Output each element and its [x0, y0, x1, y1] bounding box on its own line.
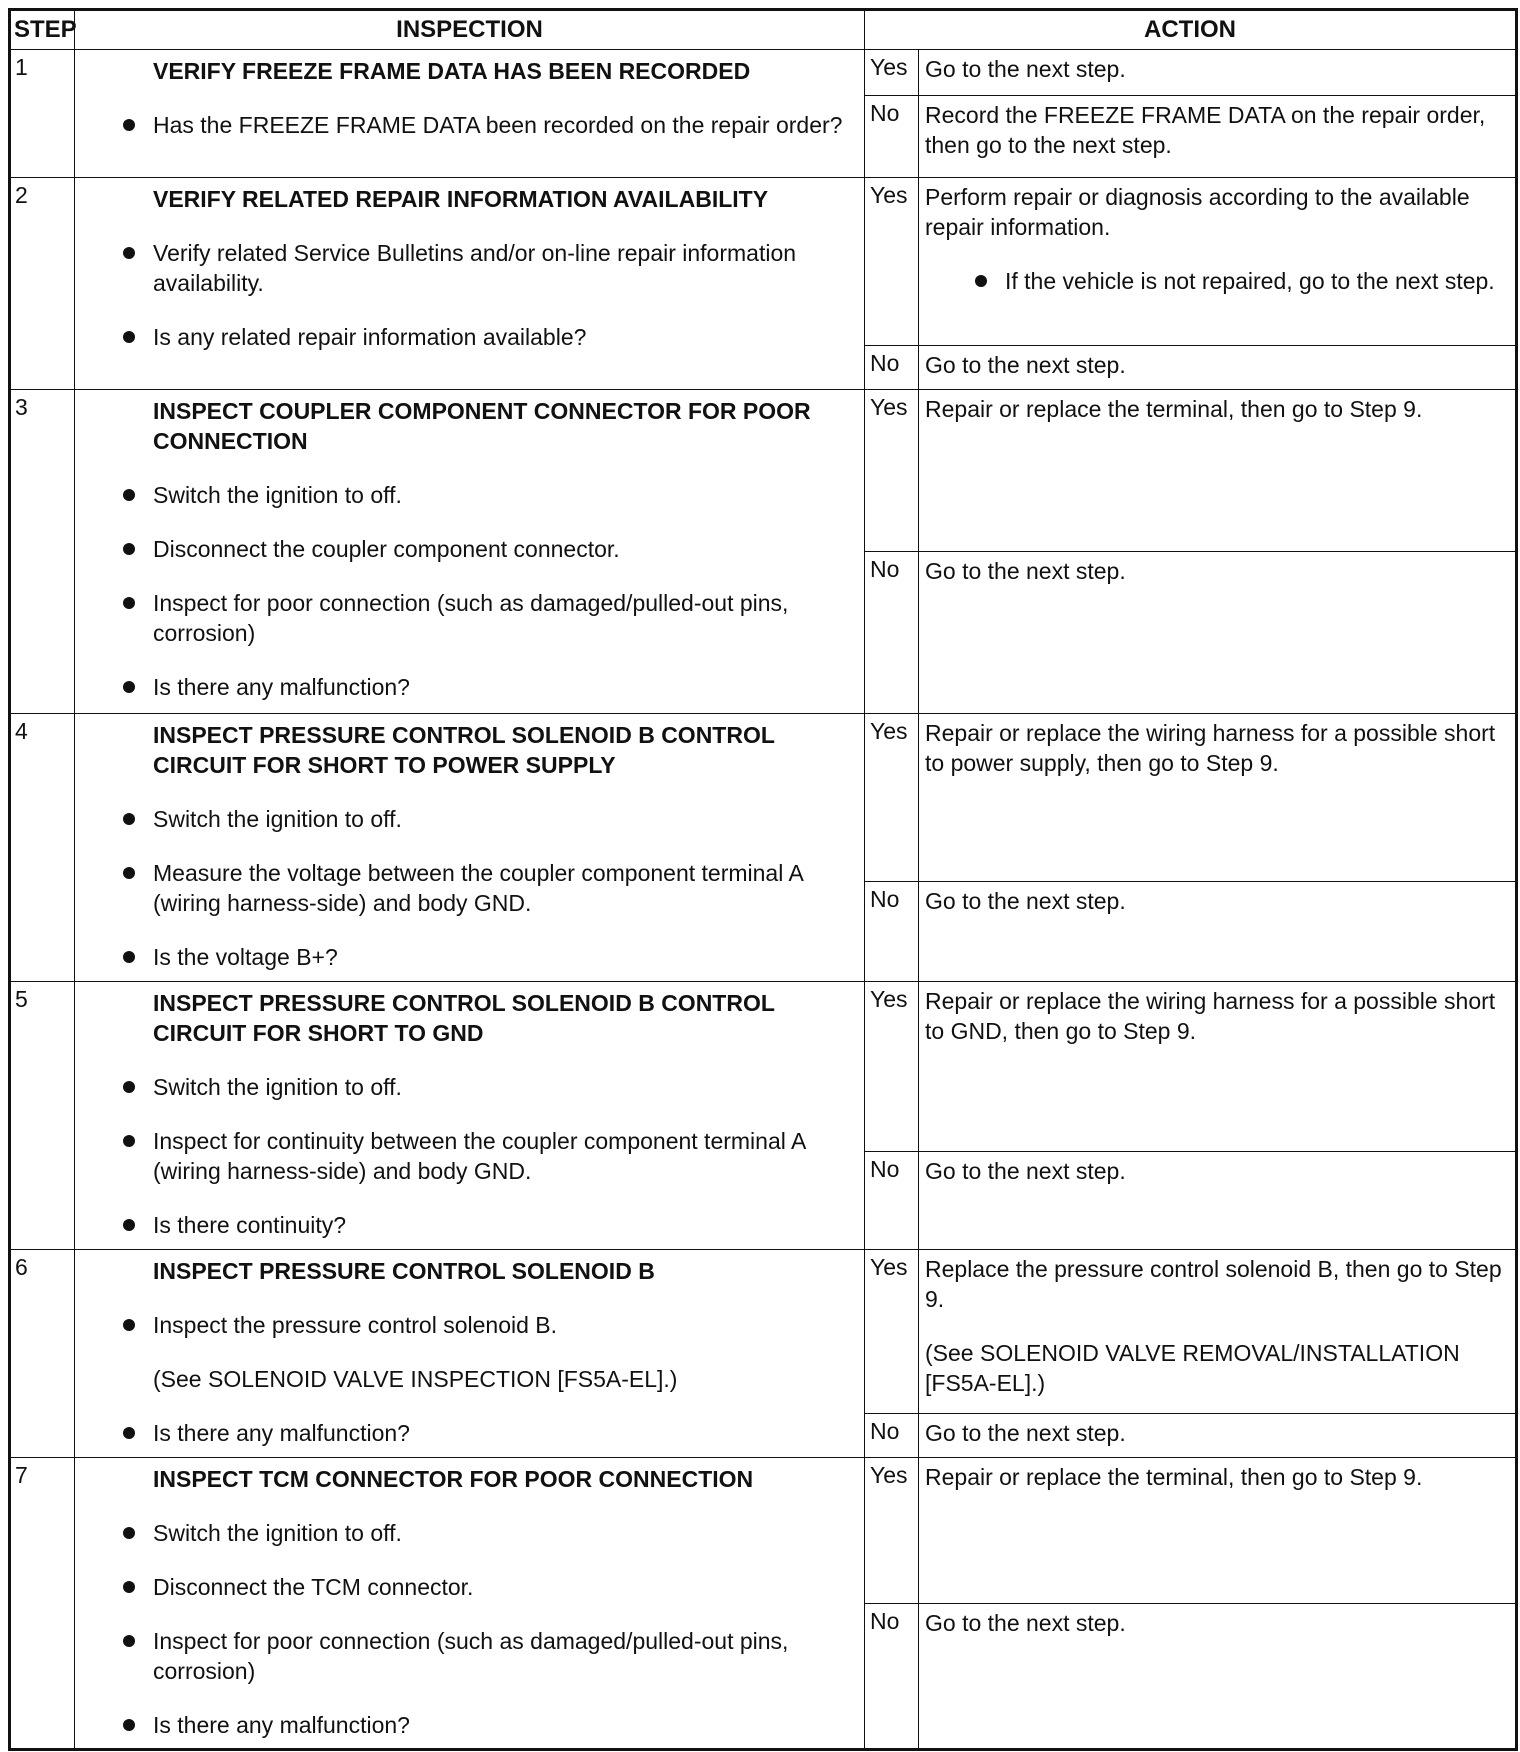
no-action-text: Go to the next step.	[925, 1158, 1126, 1184]
inspection-note: (See SOLENOID VALVE INSPECTION [FS5A-EL].)	[153, 1366, 678, 1392]
no-label: No	[865, 552, 919, 714]
no-action	[919, 1604, 1517, 1750]
inspection-bullet: Inspect for poor connection (such as damaged/pulled-out pins, corrosion)	[75, 1626, 858, 1686]
inspection-bullet: Switch the ignition to off.	[75, 1072, 858, 1102]
no-action	[919, 346, 1517, 390]
yes-action-note: (See SOLENOID VALVE REMOVAL/INSTALLATION [FS5A-EL].)	[925, 1340, 1460, 1396]
inspection-cell	[75, 714, 865, 982]
no-label: No	[865, 1604, 919, 1750]
step-number: 1	[10, 50, 75, 178]
inspection-title: INSPECT TCM CONNECTOR FOR POOR CONNECTION	[153, 1466, 754, 1492]
inspection-bullet: Disconnect the coupler component connector.	[75, 534, 858, 564]
yes-label: Yes	[865, 982, 919, 1152]
inspection-bullet: Inspect the pressure control solenoid B.	[75, 1310, 858, 1340]
step-number: 6	[10, 1250, 75, 1458]
yes-action-text: Repair or replace the terminal, then go to Step 9.	[925, 396, 1423, 422]
inspection-bullet: Is there any malfunction?	[75, 672, 858, 702]
inspection-title: INSPECT PRESSURE CONTROL SOLENOID B CONTROL CIRCUIT FOR SHORT TO POWER SUPPLY	[153, 722, 775, 778]
yes-label: Yes	[865, 714, 919, 882]
no-action-text: Go to the next step.	[925, 1420, 1126, 1446]
step-number: 7	[10, 1458, 75, 1750]
inspection-title: VERIFY RELATED REPAIR INFORMATION AVAILABILITY	[153, 186, 769, 212]
step-row-1-yes	[10, 50, 1517, 96]
yes-label: Yes	[865, 1250, 919, 1414]
step-row-4-yes	[10, 714, 1517, 882]
step-number: 2	[10, 178, 75, 390]
no-label: No	[865, 96, 919, 178]
yes-action	[919, 50, 1517, 96]
no-action-text: Go to the next step.	[925, 888, 1126, 914]
no-label: No	[865, 882, 919, 982]
step-number: 3	[10, 390, 75, 714]
inspection-bullet: Switch the ignition to off.	[75, 1518, 858, 1548]
yes-action	[919, 1458, 1517, 1604]
no-action-text: Go to the next step.	[925, 352, 1126, 378]
inspection-cell	[75, 50, 865, 178]
yes-label: Yes	[865, 390, 919, 552]
no-action-text: Go to the next step.	[925, 1610, 1126, 1636]
yes-action	[919, 714, 1517, 882]
no-action	[919, 96, 1517, 178]
yes-action-text: Go to the next step.	[925, 56, 1126, 82]
inspection-title: INSPECT COUPLER COMPONENT CONNECTOR FOR POOR CONNECTION	[153, 398, 811, 454]
no-label: No	[865, 1152, 919, 1250]
table-header-row	[10, 10, 1517, 50]
yes-action	[919, 390, 1517, 552]
inspection-bullet: Switch the ignition to off.	[75, 480, 858, 510]
yes-action	[919, 982, 1517, 1152]
inspection-cell	[75, 390, 865, 714]
yes-label: Yes	[865, 50, 919, 96]
inspection-bullet: Is there any malfunction?	[75, 1418, 858, 1448]
step-column-header: STEP	[10, 10, 75, 50]
inspection-title: VERIFY FREEZE FRAME DATA HAS BEEN RECORDED	[153, 58, 751, 84]
inspection-cell	[75, 1250, 865, 1458]
step-row-6-yes	[10, 1250, 1517, 1414]
inspection-bullet: Inspect for continuity between the coupler component terminal A (wiring harness-side) and body GND.	[75, 1126, 858, 1186]
no-action	[919, 552, 1517, 714]
yes-label: Yes	[865, 178, 919, 346]
step-row-3-yes	[10, 390, 1517, 552]
inspection-column-header: INSPECTION	[75, 10, 865, 50]
inspection-title: INSPECT PRESSURE CONTROL SOLENOID B CONTROL CIRCUIT FOR SHORT TO GND	[153, 990, 775, 1046]
inspection-cell	[75, 982, 865, 1250]
step-row-5-yes	[10, 982, 1517, 1152]
no-action	[919, 1152, 1517, 1250]
yes-action-text: Repair or replace the wiring harness for a possible short to power supply, then go to Step 9.	[925, 720, 1496, 776]
yes-action-text: Perform repair or diagnosis according to the available repair information.	[925, 184, 1470, 240]
inspection-bullet: Verify related Service Bulletins and/or on-line repair information availability.	[75, 238, 858, 298]
yes-label: Yes	[865, 1458, 919, 1604]
inspection-bullet: Inspect for poor connection (such as damaged/pulled-out pins, corrosion)	[75, 588, 858, 648]
inspection-title: INSPECT PRESSURE CONTROL SOLENOID B	[153, 1258, 655, 1284]
step-row-2-yes	[10, 178, 1517, 346]
no-action-text: Record the FREEZE FRAME DATA on the repair order, then go to the next step.	[925, 102, 1486, 158]
inspection-bullet: Disconnect the TCM connector.	[75, 1572, 858, 1602]
no-action-text: Go to the next step.	[925, 558, 1126, 584]
inspection-cell	[75, 1458, 865, 1750]
inspection-bullet: Is there continuity?	[75, 1210, 858, 1240]
inspection-bullet: Is there any malfunction?	[75, 1710, 858, 1740]
inspection-cell	[75, 178, 865, 390]
step-number: 5	[10, 982, 75, 1250]
inspection-bullet: Switch the ignition to off.	[75, 804, 858, 834]
inspection-bullet: Has the FREEZE FRAME DATA been recorded on the repair order?	[75, 110, 858, 140]
inspection-bullet: Measure the voltage between the coupler component terminal A (wiring harness-side) and body GND.	[75, 858, 858, 918]
step-row-7-yes	[10, 1458, 1517, 1604]
step-number: 4	[10, 714, 75, 982]
diagnostic-procedure-table	[8, 8, 1518, 1751]
yes-action	[919, 1250, 1517, 1414]
no-label: No	[865, 1414, 919, 1458]
yes-action-bullet: If the vehicle is not repaired, go to the next step.	[925, 266, 1509, 296]
inspection-bullet: Is the voltage B+?	[75, 942, 858, 972]
action-column-header: ACTION	[865, 10, 1517, 50]
no-action	[919, 1414, 1517, 1458]
yes-action-text: Replace the pressure control solenoid B, then go to Step 9.	[925, 1256, 1502, 1312]
no-action	[919, 882, 1517, 982]
yes-action-text: Repair or replace the wiring harness for a possible short to GND, then go to Step 9.	[925, 988, 1496, 1044]
no-label: No	[865, 346, 919, 390]
inspection-bullet: Is any related repair information available?	[75, 322, 858, 352]
yes-action-text: Repair or replace the terminal, then go to Step 9.	[925, 1464, 1423, 1490]
yes-action	[919, 178, 1517, 346]
